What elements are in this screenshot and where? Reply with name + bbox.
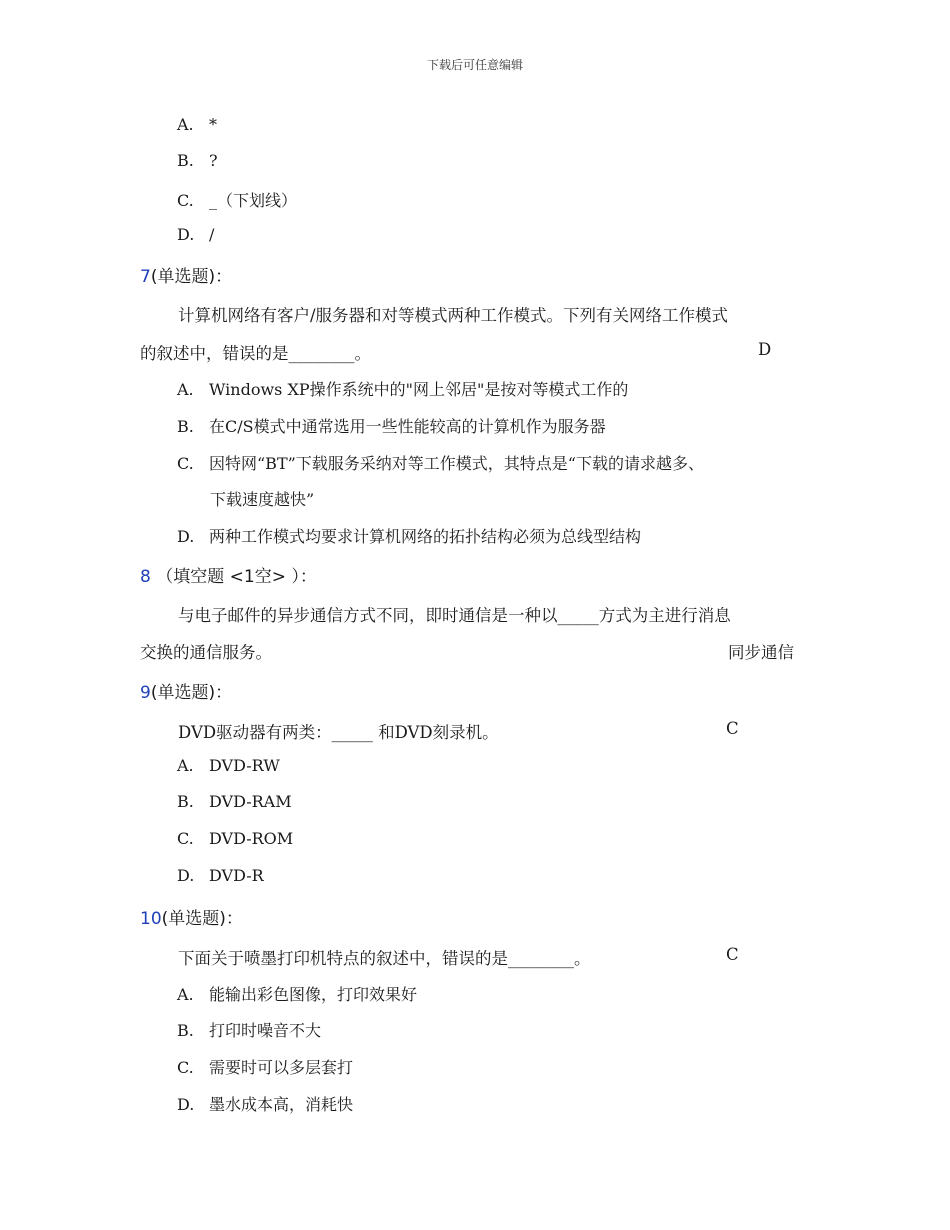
- q6-option-d: D. /: [177, 225, 215, 244]
- q7-answer: D: [758, 340, 772, 359]
- q9-option-a: A. DVD-RW: [177, 756, 280, 775]
- q10-answer: C: [726, 945, 739, 964]
- q9-heading: 9(单选题)：: [140, 683, 233, 703]
- q6-option-c: C. _（下划线）: [177, 191, 298, 210]
- q10-option-a: A. 能输出彩色图像，打印效果好: [177, 985, 418, 1004]
- q10-option-d: D. 墨水成本高，消耗快: [177, 1095, 354, 1114]
- q10-heading: 10(单选题)：: [140, 909, 243, 929]
- q7-option-d: D. 两种工作模式均要求计算机网络的拓扑结构必须为总线型结构: [177, 527, 642, 546]
- q9-answer: C: [726, 719, 739, 738]
- q9-option-c: C. DVD-ROM: [177, 829, 294, 848]
- q9-option-b: B. DVD-RAM: [177, 792, 292, 811]
- q6-option-a: A. *: [177, 115, 217, 134]
- q7-stem-line2: 的叙述中，错误的是________。: [140, 344, 371, 363]
- q7-option-c: C. 因特网“BT”下载服务采纳对等工作模式，其特点是“下载的请求越多、: [177, 454, 704, 473]
- q7-stem-line1: 计算机网络有客户/服务器和对等模式两种工作模式。下列有关网络工作模式: [178, 306, 729, 325]
- q6-option-b: B. ?: [177, 151, 218, 170]
- q10-option-b: B. 打印时噪音不大: [177, 1021, 322, 1040]
- q8-stem-line2: 交换的通信服务。: [140, 643, 272, 662]
- q7-option-c-continued: 下载速度越快”: [210, 490, 315, 509]
- q8-answer: 同步通信: [728, 643, 794, 662]
- q7-option-b: B. 在C/S模式中通常选用一些性能较高的计算机作为服务器: [177, 417, 606, 436]
- page-header: 下载后可任意编辑: [426, 58, 523, 72]
- q8-stem-line1: 与电子邮件的异步通信方式不同，即时通信是一种以_____方式为主进行消息: [178, 606, 731, 625]
- q7-option-a: A. Windows XP操作系统中的"网上邻居"是按对等模式工作的: [177, 380, 629, 399]
- q9-stem: DVD驱动器有两类：_____ 和DVD刻录机。: [178, 723, 499, 742]
- q9-option-d: D. DVD-R: [177, 866, 264, 885]
- q10-stem: 下面关于喷墨打印机特点的叙述中，错误的是________。: [178, 949, 591, 968]
- q10-option-c: C. 需要时可以多层套打: [177, 1058, 354, 1077]
- q7-heading: 7(单选题)：: [140, 267, 233, 287]
- q8-heading: 8 （填空题 <1空> ）：: [140, 567, 317, 587]
